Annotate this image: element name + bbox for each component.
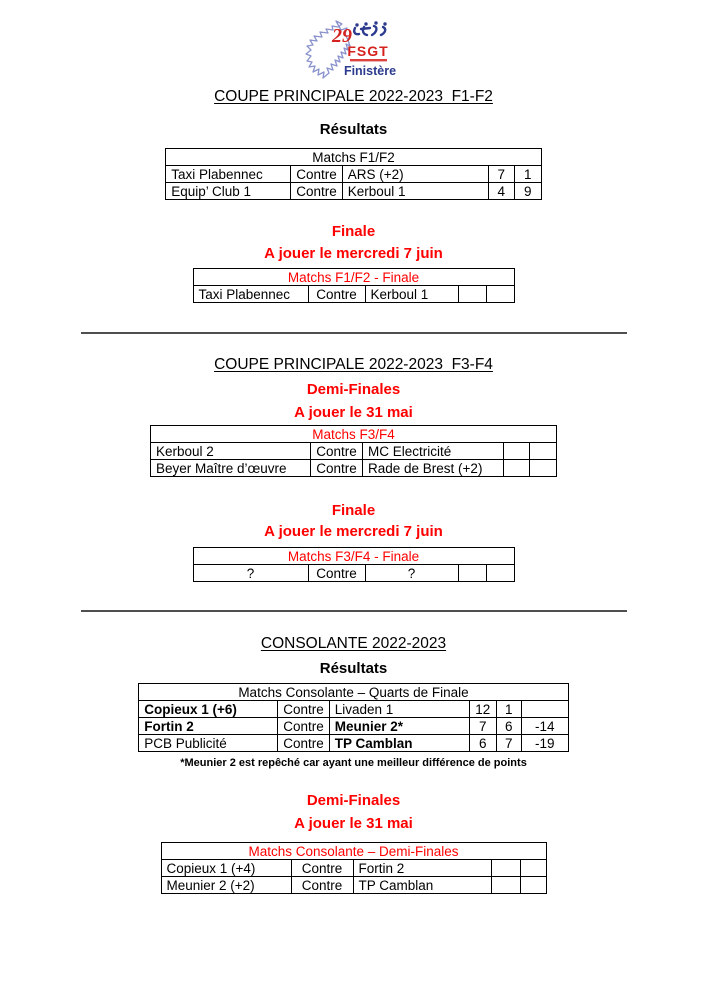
table-cell xyxy=(486,286,514,303)
athletes-icon xyxy=(354,21,386,35)
semifinals-table-consolante xyxy=(161,842,547,894)
section-title-f1f2: COUPE PRINCIPALE 2022-2023 F1-F2 xyxy=(214,88,493,105)
logo-tagline-strip xyxy=(350,59,387,61)
table-cell xyxy=(491,860,520,877)
table-cell: Copieux 1 (+4) xyxy=(161,860,291,877)
table-row xyxy=(139,735,569,752)
table-cell xyxy=(458,565,486,582)
table-cell: Contre xyxy=(291,860,353,877)
table-header-cell: Matchs F3/F4 - Finale xyxy=(193,548,514,565)
table-row xyxy=(139,701,569,718)
table-cell: Contre xyxy=(291,183,343,200)
table-cell: 1 xyxy=(496,701,521,718)
table-cell: TP Camblan xyxy=(353,877,491,894)
table-cell: Kerboul 2 xyxy=(151,443,311,460)
table-cell xyxy=(504,460,530,477)
table-cell: Taxi Plabennec xyxy=(166,166,291,183)
section-divider xyxy=(81,610,627,612)
table-cell: Kerboul 1 xyxy=(365,286,458,303)
table-row xyxy=(161,860,546,877)
table-header xyxy=(166,149,542,166)
results-heading-consolante: Résultats xyxy=(319,660,388,677)
table-cell: Fortin 2 xyxy=(139,718,278,735)
table-cell: 6 xyxy=(496,718,521,735)
table-cell: Contre xyxy=(278,701,330,718)
table-cell: ? xyxy=(193,565,308,582)
table-header xyxy=(193,548,514,565)
table-cell: MC Electricité xyxy=(363,443,504,460)
table-cell: Taxi Plabennec xyxy=(193,286,308,303)
semifinals-table-f3f4 xyxy=(150,425,557,477)
finale-heading-f3f4: Finale xyxy=(331,502,376,519)
table-cell: Contre xyxy=(308,286,365,303)
table-header xyxy=(151,426,557,443)
table-cell: -14 xyxy=(521,718,568,735)
table-header xyxy=(139,684,569,701)
table-cell: -19 xyxy=(521,735,568,752)
table-header-cell: Matchs Consolante – Demi-Finales xyxy=(161,843,546,860)
table-cell: Contre xyxy=(311,460,363,477)
section-title-consolante: CONSOLANTE 2022-2023 xyxy=(260,635,447,652)
table-row xyxy=(139,718,569,735)
finale-date-f1f2: A jouer le mercredi 7 juin xyxy=(264,245,443,262)
finale-heading-f1f2: Finale xyxy=(331,223,376,240)
table-row xyxy=(151,443,557,460)
table-cell: 6 xyxy=(469,735,496,752)
table-cell: 9 xyxy=(514,183,541,200)
table-row xyxy=(166,183,542,200)
table-cell: Contre xyxy=(278,718,330,735)
table-cell: Copieux 1 (+6) xyxy=(139,701,278,718)
semifinals-date-consolante: A jouer le 31 mai xyxy=(294,815,413,832)
table-cell: Contre xyxy=(308,565,365,582)
table-cell: Fortin 2 xyxy=(353,860,491,877)
table-cell xyxy=(530,460,557,477)
table-cell xyxy=(486,565,514,582)
table-cell xyxy=(520,860,546,877)
table-header-cell: Matchs Consolante – Quarts de Finale xyxy=(139,684,569,701)
table-cell: Meunier 2 (+2) xyxy=(161,877,291,894)
table-cell: 7 xyxy=(488,166,514,183)
table-row xyxy=(193,565,514,582)
logo-acronym: FSGT xyxy=(346,43,389,59)
table-cell: 7 xyxy=(469,718,496,735)
table-cell: PCB Publicité xyxy=(139,735,278,752)
fsgt-finistere-logo xyxy=(294,0,414,83)
table-cell: ? xyxy=(365,565,458,582)
table-cell: ARS (+2) xyxy=(342,166,488,183)
table-cell: Contre xyxy=(278,735,330,752)
semifinals-heading-consolante: Demi-Finales xyxy=(306,792,401,809)
table-row xyxy=(193,286,514,303)
table-cell: Kerboul 1 xyxy=(342,183,488,200)
table-header xyxy=(193,269,514,286)
results-heading-f1f2: Résultats xyxy=(319,121,388,138)
table-cell: Contre xyxy=(291,166,343,183)
fsgt-logo-graphic xyxy=(302,18,406,83)
results-table-consolante xyxy=(138,683,569,752)
table-cell: Contre xyxy=(291,877,353,894)
table-cell: Beyer Maître d’œuvre xyxy=(151,460,311,477)
section-title-f3f4: COUPE PRINCIPALE 2022-2023 F3-F4 xyxy=(214,356,493,373)
table-cell: 12 xyxy=(469,701,496,718)
table-cell xyxy=(521,701,568,718)
repechage-note: *Meunier 2 est repêché car ayant une meilleur différence de points xyxy=(180,757,527,769)
table-row xyxy=(166,166,542,183)
table-row xyxy=(161,877,546,894)
finale-table-f3f4 xyxy=(193,547,515,582)
table-cell xyxy=(491,877,520,894)
table-cell xyxy=(520,877,546,894)
table-cell: Rade de Brest (+2) xyxy=(363,460,504,477)
table-cell: Contre xyxy=(311,443,363,460)
table-cell: 1 xyxy=(514,166,541,183)
table-cell: TP Camblan xyxy=(329,735,469,752)
table-cell: 7 xyxy=(496,735,521,752)
finale-table-f1f2 xyxy=(193,268,515,303)
table-cell xyxy=(458,286,486,303)
table-cell xyxy=(530,443,557,460)
results-table-f1f2 xyxy=(165,148,542,200)
table-cell xyxy=(504,443,530,460)
table-header xyxy=(161,843,546,860)
finale-date-f3f4: A jouer le mercredi 7 juin xyxy=(264,523,443,540)
table-cell: Livaden 1 xyxy=(329,701,469,718)
table-cell: Equip’ Club 1 xyxy=(166,183,291,200)
table-row xyxy=(151,460,557,477)
semifinals-date-f3f4: A jouer le 31 mai xyxy=(294,404,413,421)
table-header-cell: Matchs F1/F2 xyxy=(166,149,542,166)
table-cell: 4 xyxy=(488,183,514,200)
semifinals-heading-f3f4: Demi-Finales xyxy=(306,381,401,398)
logo-region-label: Finistère xyxy=(343,64,396,78)
table-cell: Meunier 2* xyxy=(329,718,469,735)
table-header-cell: Matchs F3/F4 xyxy=(151,426,557,443)
table-header-cell: Matchs F1/F2 - Finale xyxy=(193,269,514,286)
logo-department-number: 29 xyxy=(331,25,352,47)
section-divider xyxy=(81,332,627,334)
